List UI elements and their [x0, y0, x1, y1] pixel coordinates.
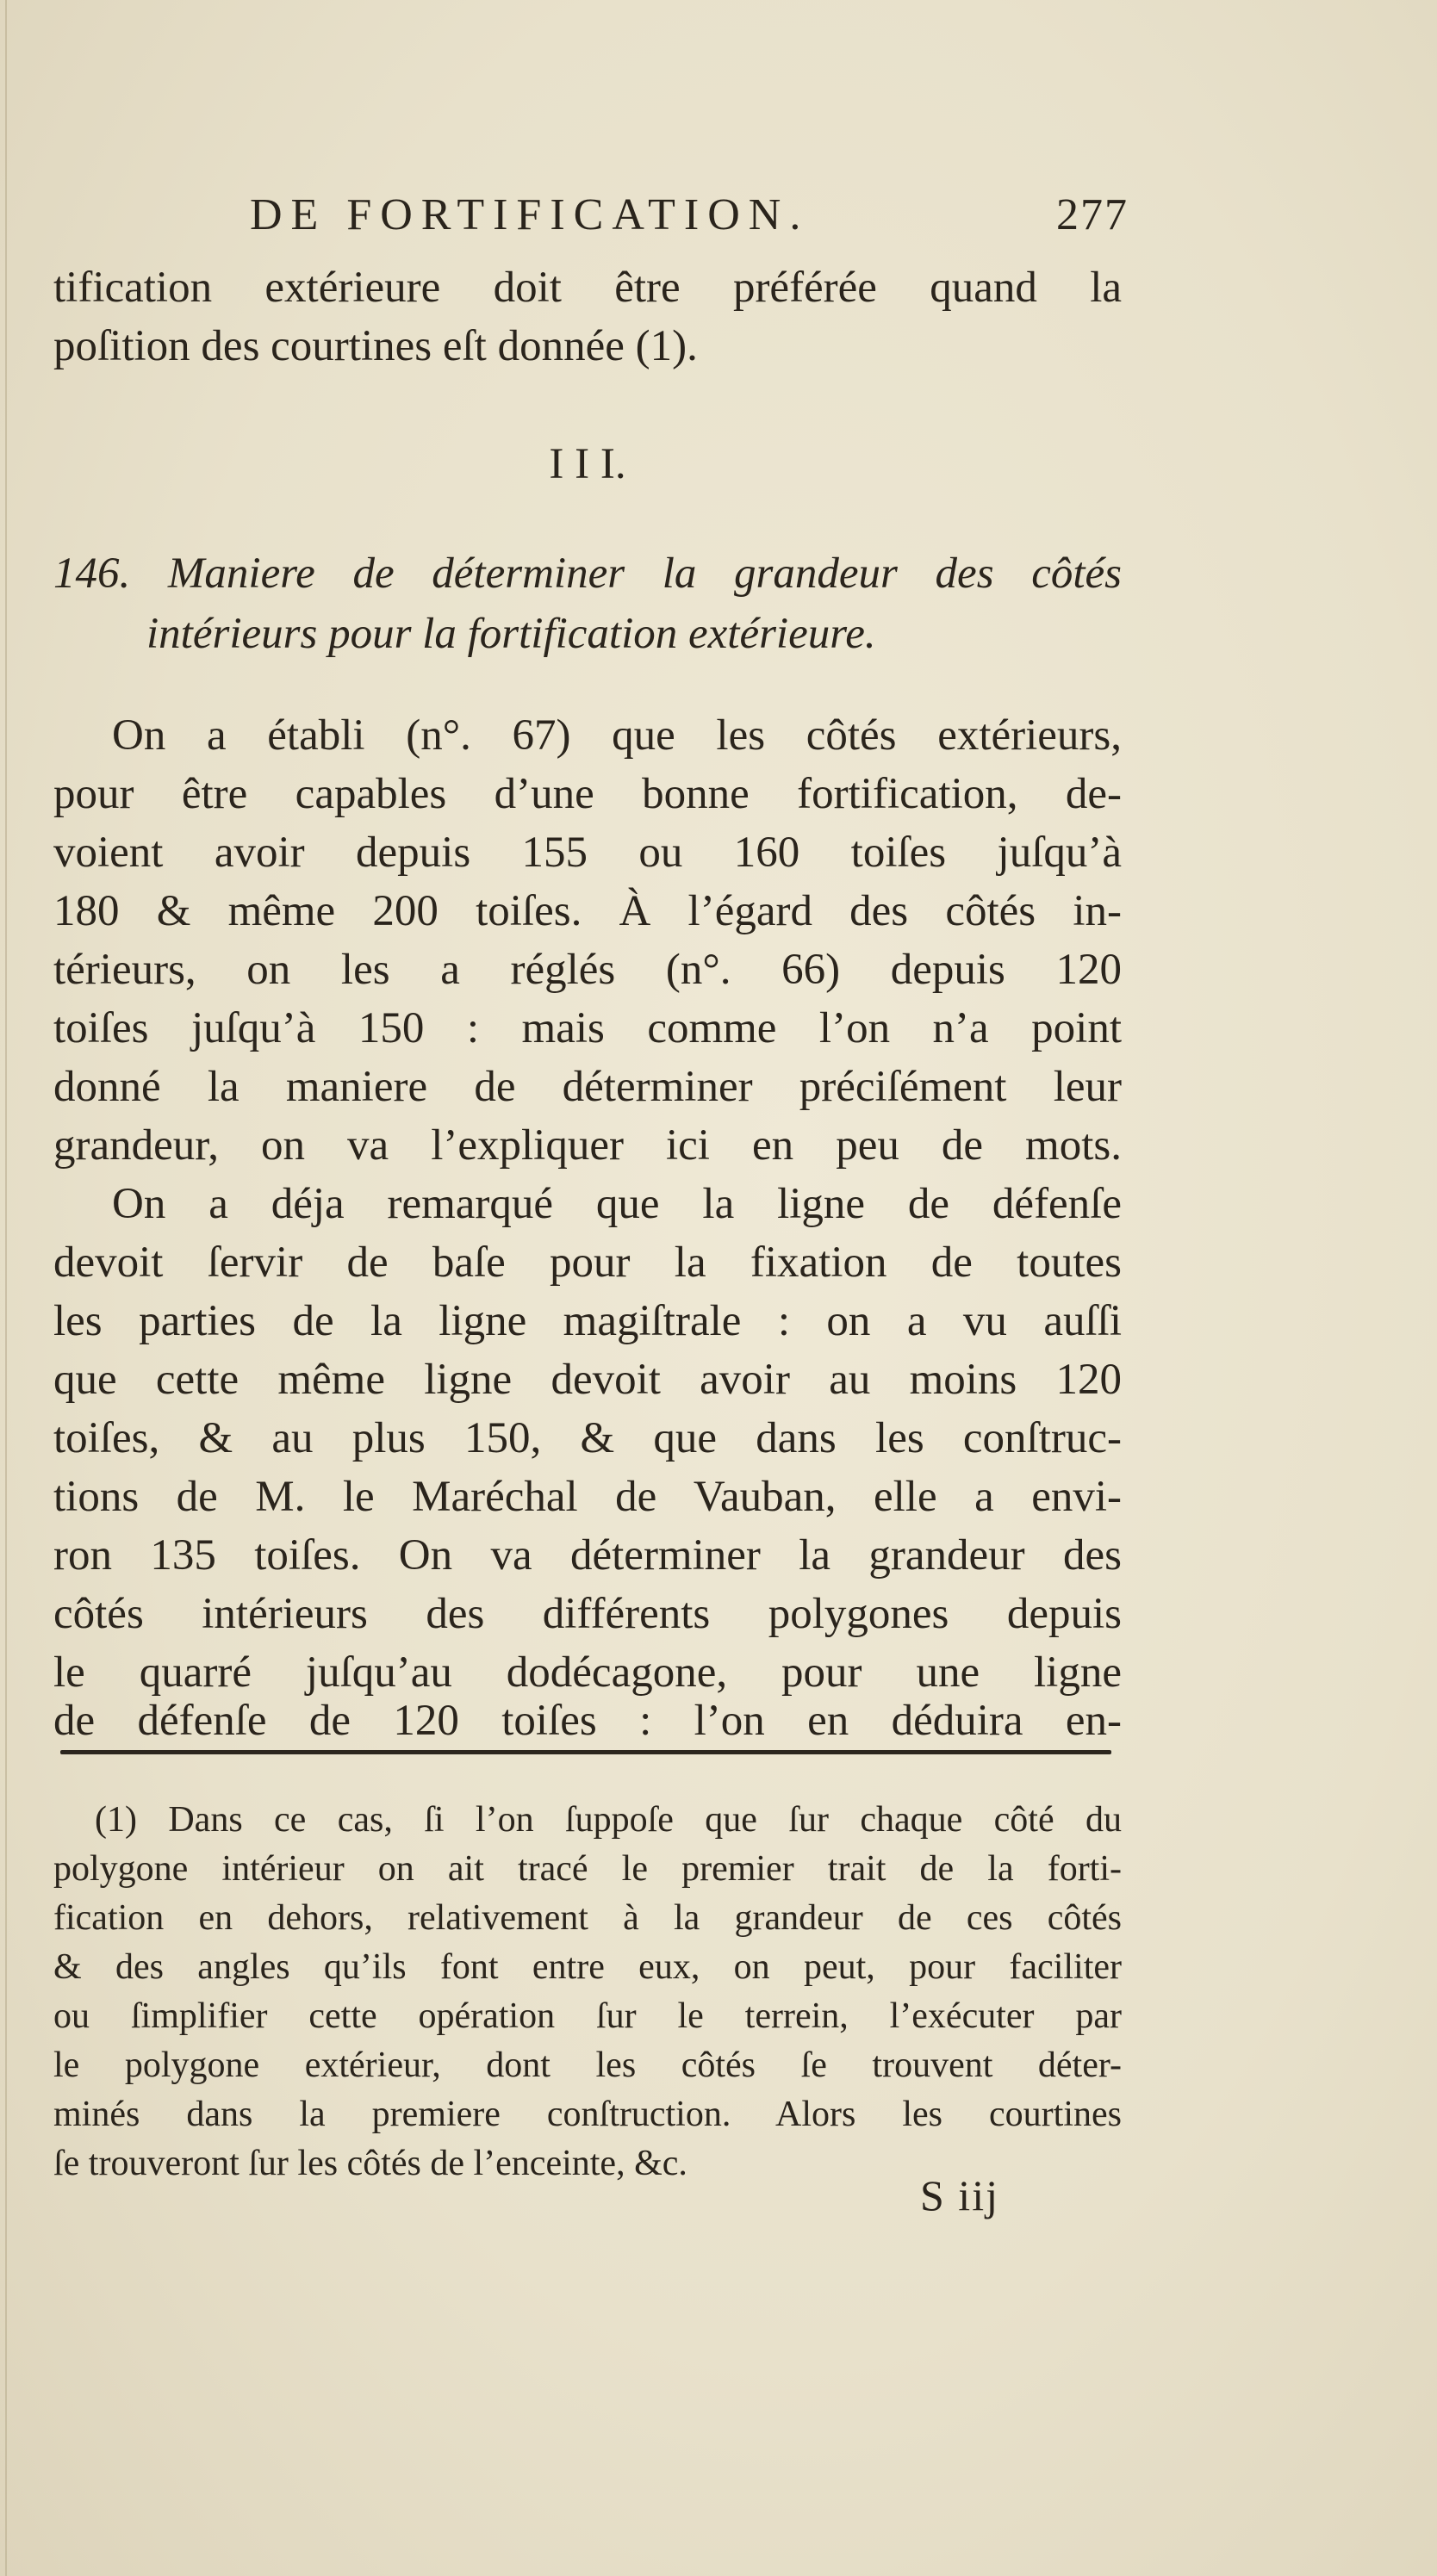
section-heading-line: intérieurs pour la fortification extérieure.: [146, 610, 876, 658]
paragraph-line: tions de M. le Maréchal de Vauban, elle a envi-: [53, 1473, 1122, 1521]
footnote-line: ſe trouveront ſur les côtés de l’enceinte, &c.: [53, 2144, 687, 2183]
paragraph-line: voient avoir depuis 155 ou 160 toiſes juſqu’à: [53, 829, 1122, 877]
paragraph-line: 180 & même 200 toiſes. À l’égard des côtés in-: [53, 887, 1122, 935]
paragraph-line: On a établi (n°. 67) que les côtés extérieurs,: [112, 711, 1122, 760]
running-head: [250, 189, 1129, 240]
footnote-line: fication en dehors, relativement à la grandeur de ces côtés: [53, 1898, 1122, 1938]
paragraph-line: toiſes, & au plus 150, & que dans les conſtruc-: [53, 1414, 1122, 1462]
paragraph-line: le quarré juſqu’au dodécagone, pour une ligne: [53, 1648, 1122, 1697]
signature-mark: S iij: [920, 2171, 999, 2219]
footnote-line: le polygone extérieur, dont les côtés ſe trouvent déter-: [53, 2045, 1122, 2085]
footnote-rule: [60, 1750, 1111, 1754]
footnote-line: minés dans la premiere conſtruction. Alors les courtines: [53, 2095, 1122, 2134]
footnote-line: polygone intérieur on ait tracé le premier trait de la forti-: [53, 1849, 1122, 1889]
footnote-line: ou ſimplifier cette opération ſur le terrein, l’exécuter par: [53, 1996, 1122, 2036]
paragraph-line: donné la maniere de déterminer préciſément leur: [53, 1063, 1122, 1111]
footnote-line: & des angles qu’ils font entre eux, on peut, pour faciliter: [53, 1947, 1122, 1987]
paragraph-line: les parties de la ligne magiſtrale : on a vu auſſi: [53, 1297, 1122, 1345]
section-heading-line: 146. Maniere de déterminer la grandeur des côtés: [53, 549, 1122, 598]
paragraph-line: On a déja remarqué que la ligne de défenſe: [112, 1180, 1122, 1228]
running-title: DE FORTIFICATION.: [250, 190, 810, 239]
paragraph-line: térieurs, on les a réglés (n°. 66) depuis 120: [53, 946, 1122, 994]
paragraph-line: toiſes juſqu’à 150 : mais comme l’on n’a point: [53, 1004, 1122, 1052]
text-line: tification extérieure doit être préférée quand la: [53, 264, 1122, 312]
paragraph-line: pour être capables d’une bonne fortification, de-: [53, 770, 1122, 818]
section-numeral: I I I.: [549, 440, 626, 488]
paragraph-line: côtés intérieurs des différents polygones depuis: [53, 1590, 1122, 1638]
paragraph-line: grandeur, on va l’expliquer ici en peu de mots.: [53, 1121, 1122, 1170]
paragraph-line: ron 135 toiſes. On va déterminer la grandeur des: [53, 1531, 1122, 1580]
paragraph-line: de défenſe de 120 toiſes : l’on en déduira en-: [53, 1697, 1122, 1745]
page-number: 277: [1056, 190, 1129, 239]
paragraph-line: que cette même ligne devoit avoir au moins 120: [53, 1356, 1122, 1404]
paragraph-line: devoit ſervir de baſe pour la fixation de toutes: [53, 1238, 1122, 1287]
footnote-line: (1) Dans ce cas, ſi l’on ſuppoſe que ſur chaque côté du: [95, 1800, 1122, 1840]
page-edge: [5, 0, 7, 2576]
text-line: poſition des courtines eſt donnée (1).: [53, 322, 698, 370]
